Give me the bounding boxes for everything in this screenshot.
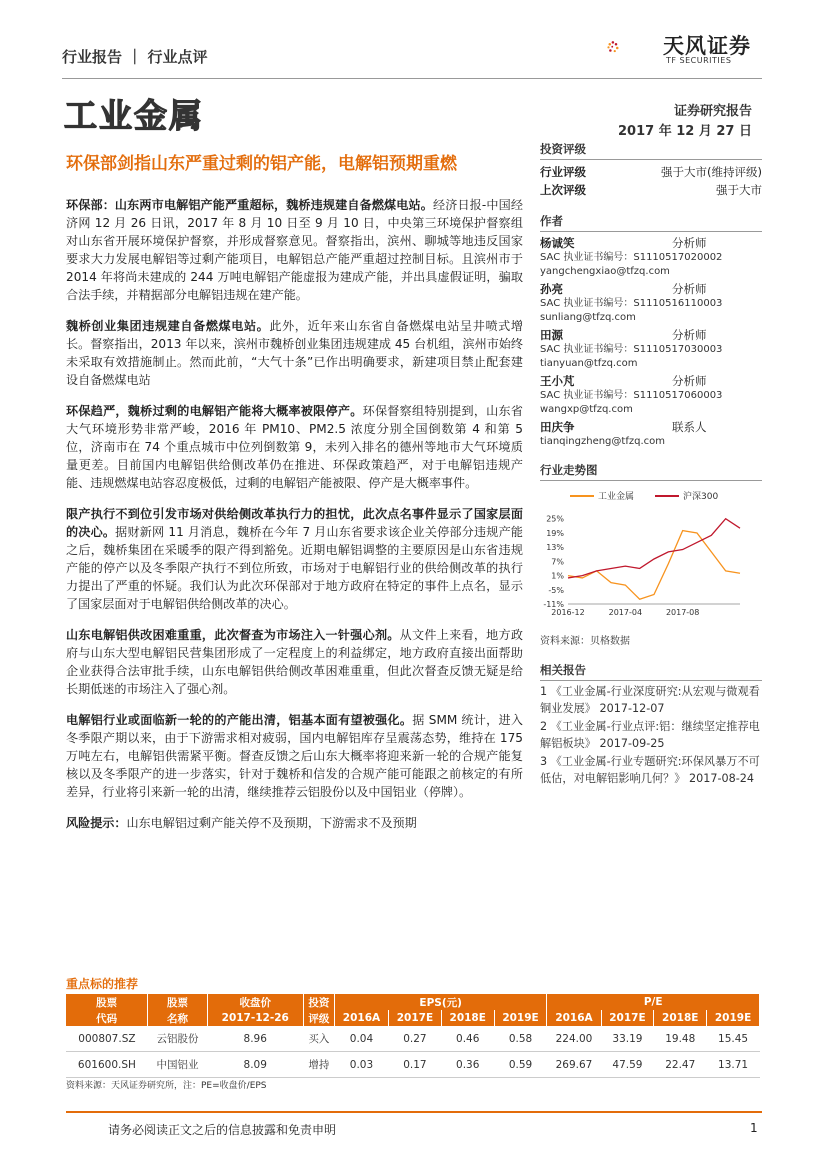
y-tick-label: 25% <box>546 514 564 524</box>
risk-text: 山东电解铝过剩产能关停不及预期，下游需求不及预期 <box>126 816 417 830</box>
stock-table <box>66 994 760 1078</box>
author-cert: SAC 执业证书编号：S1110517020002 <box>540 252 723 263</box>
author-entry <box>540 281 762 325</box>
author-email[interactable]: yangchengxiao@tfzq.com <box>540 266 670 277</box>
col-subheader: 2019E <box>494 1010 547 1026</box>
table-header-row <box>66 994 760 1010</box>
table-cell: 15.45 <box>707 1026 760 1052</box>
rating-key: 行业评级 <box>540 165 586 179</box>
paragraph <box>66 196 523 304</box>
col-header: 股票 <box>148 994 207 1010</box>
paragraph-text: 环保督察组特别提到，山东省大气环境形势非常严峻，2016 年 PM10、PM2.5 浓度分别全国倒数第 4 和第 5 位，济南市在 74 个重点城市中位列倒数第 9，未列入排名的德州等地市大气环境质量更差。目前国内电解铝供给侧改革仍在推进、环保政策趋严，对于电解铝违规产能、违规燃煤电站容忍度极低，过剩的电解铝产能被限、停产是大概率事件。 <box>66 404 523 490</box>
trend-heading <box>540 462 762 484</box>
author-email[interactable]: tianyuan@tfzq.com <box>540 358 638 369</box>
y-tick-label: 1% <box>551 571 564 581</box>
reports-heading: 相关报告 <box>540 662 762 681</box>
paragraph-lead: 限产执行不到位引发市场对供给侧改革执行力的担忧，此次点名事件显示了国家层面的决心。 <box>66 507 523 539</box>
table-cell: 买入 <box>303 1026 334 1052</box>
x-tick-label: 2017-08 <box>665 608 700 617</box>
paragraph-lead: 山东电解铝供改困难重重，此次督查为市场注入一针强心剂。 <box>66 628 400 642</box>
paragraph-text: 此外，近年来山东省自备燃煤电站呈井喷式增长。督察指出，2013 年以来，滨州市魏桥创业集团违规建成 45 台机组，滨州市始终未采取有效措施制止。然而此前，“大气十条”已作出明确要求，新建项目禁止配套建设自备燃煤电站 <box>66 319 523 387</box>
author-name: 田源 <box>540 328 563 342</box>
author-cert: SAC 执业证书编号：S1110517030003 <box>540 344 723 355</box>
col-subheader: 评级 <box>303 1010 334 1026</box>
y-tick-label: -5% <box>548 585 564 595</box>
trend-chart <box>540 484 762 624</box>
paragraph <box>66 317 523 389</box>
table-body <box>66 1026 760 1078</box>
paragraph-lead: 环保部：山东两市电解铝产能严重超标，魏桥违规建自备燃煤电站。 <box>66 198 433 212</box>
paragraph-text: 据财新网 11 月消息，魏桥在今年 7 月山东省要求该企业关停部分违规产能之后，魏桥集团在采暖季的限产得到豁免。近期电解铝调整的主要原因是山东省违规产能的停产以及冬季限产执行不到位所致，市场对于电解铝行业的供给侧改革的执行力提出了严重的怀疑。我们认为此次环保部对于地方政府在特定的事件上点名，显示了国家层面对于电解铝供给侧改革的决心。 <box>66 525 523 611</box>
author-role: 分析师 <box>672 328 707 342</box>
table-title: 重点标的推荐 <box>66 977 139 991</box>
author-cert: SAC 执业证书编号：S1110517060003 <box>540 390 723 401</box>
table-cell: 33.19 <box>601 1026 654 1052</box>
author-entry <box>540 419 762 449</box>
table-row <box>66 1052 760 1078</box>
report-category: 行业报告 ｜ 行业点评 <box>62 48 208 66</box>
author-name: 杨诚笑 <box>540 236 575 250</box>
col-subheader: 2017E <box>389 1010 442 1026</box>
rating-value: 强于大市(维持评级) <box>661 165 762 179</box>
paragraph-text: 从文件上来看，地方政府与山东大型电解铝民营集团形成了一定程度上的利益绑定，地方政府直接出面帮助企业获得合法审批手续，山东电解铝供给侧改革困难重重，但此次督查反馈无疑是给长期低迷的市场注入了强心剂。 <box>66 628 523 696</box>
col-subheader: 2017E <box>601 1010 654 1026</box>
chart-source: 资料来源：贝格数据 <box>540 636 630 647</box>
report-link[interactable]: 2 《工业金属-行业点评:铝：继续坚定推荐电解铝板块》 2017-09-25 <box>540 720 760 750</box>
table-header-row <box>66 1010 760 1026</box>
col-subheader: 2016A <box>334 1010 388 1026</box>
y-tick-label: 19% <box>546 528 564 538</box>
table-cell: 0.59 <box>494 1052 547 1078</box>
tf-logo-icon <box>606 24 656 70</box>
col-subheader: 2018E <box>654 1010 707 1026</box>
table-cell: 8.96 <box>207 1026 303 1052</box>
table-cell: 47.59 <box>601 1052 654 1078</box>
table-cell: 中国铝业 <box>148 1052 207 1078</box>
risk-note <box>66 814 523 832</box>
table-cell: 0.03 <box>334 1052 388 1078</box>
table-cell: 8.09 <box>207 1052 303 1078</box>
table-cell: 13.71 <box>707 1052 760 1078</box>
report-date: 2017 年 12 月 27 日 <box>618 124 752 139</box>
report-link[interactable]: 3 《工业金属-行业专题研究:环保风暴万不可低估，对电解铝影响几何？》 2017-08-24 <box>540 755 760 785</box>
series-line <box>568 531 740 600</box>
author-entry <box>540 327 762 371</box>
table-cell: 增持 <box>303 1052 334 1078</box>
author-list <box>540 235 762 449</box>
table-cell: 0.27 <box>389 1026 442 1052</box>
col-subheader: 2017-12-26 <box>207 1010 303 1026</box>
rating-value: 强于大市 <box>716 183 762 197</box>
logo-subtitle: TF SECURITIES <box>666 56 732 65</box>
y-tick-label: 7% <box>551 557 564 567</box>
col-header: P/E <box>547 994 760 1010</box>
paragraph <box>66 505 523 613</box>
table-cell: 0.58 <box>494 1026 547 1052</box>
paragraph <box>66 626 523 698</box>
col-subheader: 2016A <box>547 1010 601 1026</box>
col-header: 投资 <box>303 994 334 1010</box>
table-cell: 0.04 <box>334 1026 388 1052</box>
author-role: 分析师 <box>672 374 707 388</box>
rating-heading: 投资评级 <box>540 141 762 160</box>
col-subheader: 代码 <box>66 1010 148 1026</box>
author-entry <box>540 373 762 417</box>
trend-heading-text: 行业走势图 <box>540 462 762 481</box>
author-name: 田庆争 <box>540 420 575 434</box>
table-cell: 云铝股份 <box>148 1026 207 1052</box>
sidebar <box>540 141 762 449</box>
report-link[interactable]: 1 《工业金属-行业深度研究:从宏观与微观看铜业发展》 2017-12-07 <box>540 685 760 715</box>
author-email[interactable]: sunliang@tfzq.com <box>540 312 636 323</box>
paragraph-lead: 电解铝行业或面临新一轮的的产能出清，铝基本面有望被强化。 <box>66 713 413 727</box>
author-email[interactable]: wangxp@tfzq.com <box>540 404 633 415</box>
table-cell: 269.67 <box>547 1052 601 1078</box>
header-divider <box>62 78 762 79</box>
table-cell: 0.36 <box>441 1052 494 1078</box>
col-subheader: 2018E <box>441 1010 494 1026</box>
related-reports <box>540 662 762 789</box>
author-name: 孙亮 <box>540 282 563 296</box>
main-body <box>66 196 523 844</box>
rating-row <box>540 163 762 181</box>
risk-label: 风险提示： <box>66 816 127 830</box>
table-cell: 224.00 <box>547 1026 601 1052</box>
col-subheader: 名称 <box>148 1010 207 1026</box>
table-row <box>66 1026 760 1052</box>
author-role: 分析师 <box>672 236 707 250</box>
table-source: 资料来源：天风证券研究所，注：PE=收盘价/EPS <box>66 1081 267 1091</box>
author-cert: SAC 执业证书编号：S1110516110003 <box>540 298 723 309</box>
industry-title: 工业金属 <box>64 96 204 135</box>
col-header: 收盘价 <box>207 994 303 1010</box>
legend-label: 沪深300 <box>683 492 719 502</box>
author-name: 王小芃 <box>540 374 575 388</box>
author-role: 联系人 <box>672 420 707 434</box>
footer-disclaimer: 请务必阅读正文之后的信息披露和免责申明 <box>108 1123 337 1137</box>
table-cell: 0.46 <box>441 1026 494 1052</box>
paragraph <box>66 711 523 801</box>
col-header: EPS(元) <box>334 994 547 1010</box>
table-cell: 19.48 <box>654 1026 707 1052</box>
logo-name: 天风证券 <box>663 34 751 58</box>
paragraph-text: 经济日报-中国经济网 12 月 26 日讯，2017 年 8 月 10 日至 9 月 10 日，中央第三环境保护督察组对山东省开展环境保护督察，并形成督察意见。督察指出，滨州、聊城等地违反国家要求大力发展电解铝等过剩产能项目，电解铝总产能严重超过控制目标。且滨州市于 2014 年将尚未建成的 244 万吨电解铝产能虚报为建成产能，并出具虚假证明，骗取合法手续，并精据部分电解铝违规在建产能。 <box>66 198 523 302</box>
table-cell: 0.17 <box>389 1052 442 1078</box>
rating-key: 上次评级 <box>540 183 586 197</box>
col-header: 股票 <box>66 994 148 1010</box>
rating-row <box>540 181 762 199</box>
x-tick-label: 2017-04 <box>608 608 643 617</box>
page-number: 1 <box>750 1121 758 1135</box>
author-email[interactable]: tianqingzheng@tfzq.com <box>540 436 665 447</box>
report-type: 证券研究报告 <box>673 104 752 119</box>
table-cell: 22.47 <box>654 1052 707 1078</box>
y-tick-label: 13% <box>546 543 564 553</box>
x-tick-label: 2016-12 <box>551 608 585 617</box>
paragraph-lead: 环保趋严，魏桥过剩的电解铝产能将大概率被限停产。 <box>66 404 363 418</box>
col-subheader: 2019E <box>707 1010 760 1026</box>
author-entry <box>540 235 762 279</box>
legend-label: 工业金属 <box>598 492 635 502</box>
authors-heading: 作者 <box>540 213 762 232</box>
table-cell: 601600.SH <box>66 1052 148 1078</box>
paragraph-text: 据 SMM 统计，进入冬季限产期以来，由于下游需求相对疲弱，国内电解铝库存呈震荡态势，维持在 175 万吨左右，电解铝供需紧平衡。督查反馈之后山东大概率将迎来新一轮的合规产能复核以及冬季限产的进一步落实，针对于魏桥和信发的合规产能可能跟之前核定的有所差异，行业将引来新一轮的出清，继续推荐云铝股份以及中国铝业（停牌）。 <box>66 713 523 799</box>
series-line <box>568 519 740 578</box>
author-role: 分析师 <box>672 282 707 296</box>
paragraph <box>66 402 523 492</box>
y-tick-label: -11% <box>543 600 564 609</box>
table-cell: 000807.SZ <box>66 1026 148 1052</box>
paragraph-lead: 魏桥创业集团违规建自备燃煤电站。 <box>66 319 270 333</box>
page-title: 环保部剑指山东严重过剩的铝产能，电解铝预期重燃 <box>66 154 457 174</box>
footer-divider <box>66 1111 762 1113</box>
